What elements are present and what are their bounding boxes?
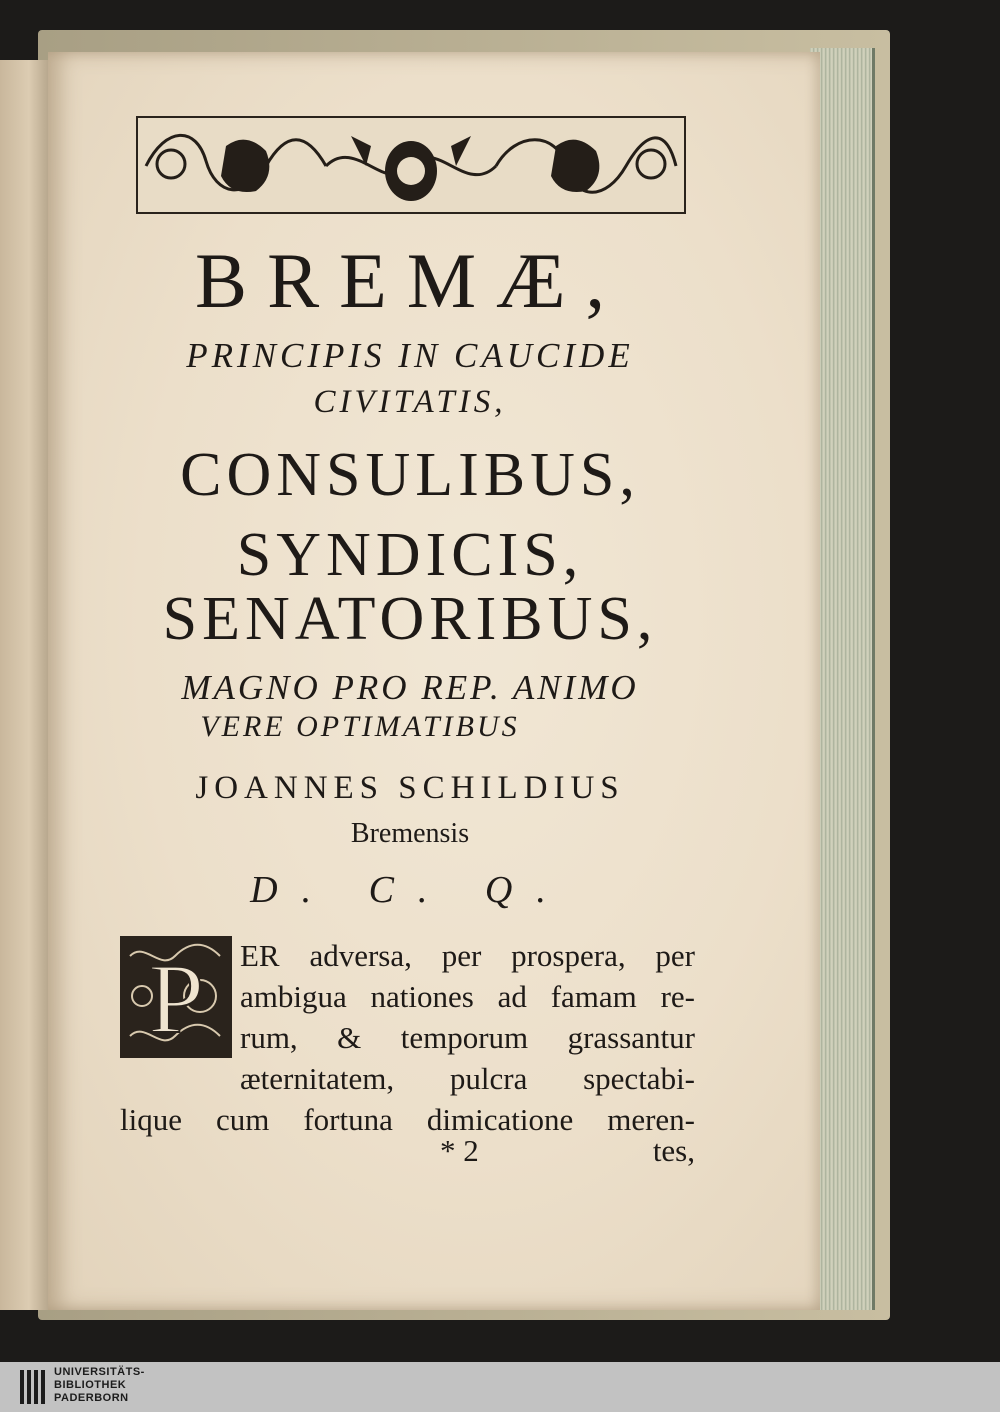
author-name: JOANNES SCHILDIUS: [195, 770, 625, 806]
dedication-heading: SYNDICIS,: [236, 521, 584, 589]
text-line: æternitatem, pulcra spectabi-: [240, 1061, 695, 1096]
text-line: rum, & temporum grassantur: [240, 1020, 695, 1055]
signature-mark: * 2: [440, 1133, 479, 1168]
text-line: ambigua nationes ad famam re-: [240, 979, 695, 1014]
dedication-italic-line: MAGNO PRO REP. ANIMO: [181, 668, 639, 707]
footer-bar: [0, 1362, 1000, 1412]
facing-page-edge: [0, 60, 50, 1310]
author-origin: Bremensis: [350, 818, 470, 849]
dedication-heading: CONSULIBUS,: [180, 441, 640, 509]
dedication-title: BREMÆ,: [195, 237, 625, 324]
dedication-heading: SENATORIBUS,: [162, 585, 658, 653]
body-text: [120, 935, 695, 1140]
dedication-italic-line: VERE OPTIMATIBUS: [200, 710, 520, 743]
dedication-subtitle: CIVITATIS,: [313, 384, 507, 420]
dedication-formula: D. C. Q.: [250, 869, 570, 911]
library-logo-icon: [18, 1368, 48, 1406]
catchword: tes,: [652, 1133, 695, 1168]
library-logo-text: UNIVERSITÄTS- BIBLIOTHEK PADERBORN: [54, 1366, 145, 1404]
text-line: ER adversa, per prospera, per: [240, 938, 695, 973]
headpiece-ornament: [136, 116, 686, 214]
text-line: lique cum fortuna dimicatione meren-: [120, 1102, 695, 1137]
drop-cap-letter: P: [148, 943, 204, 1054]
dedication-subtitle: PRINCIPIS IN CAUCIDE: [186, 336, 634, 375]
